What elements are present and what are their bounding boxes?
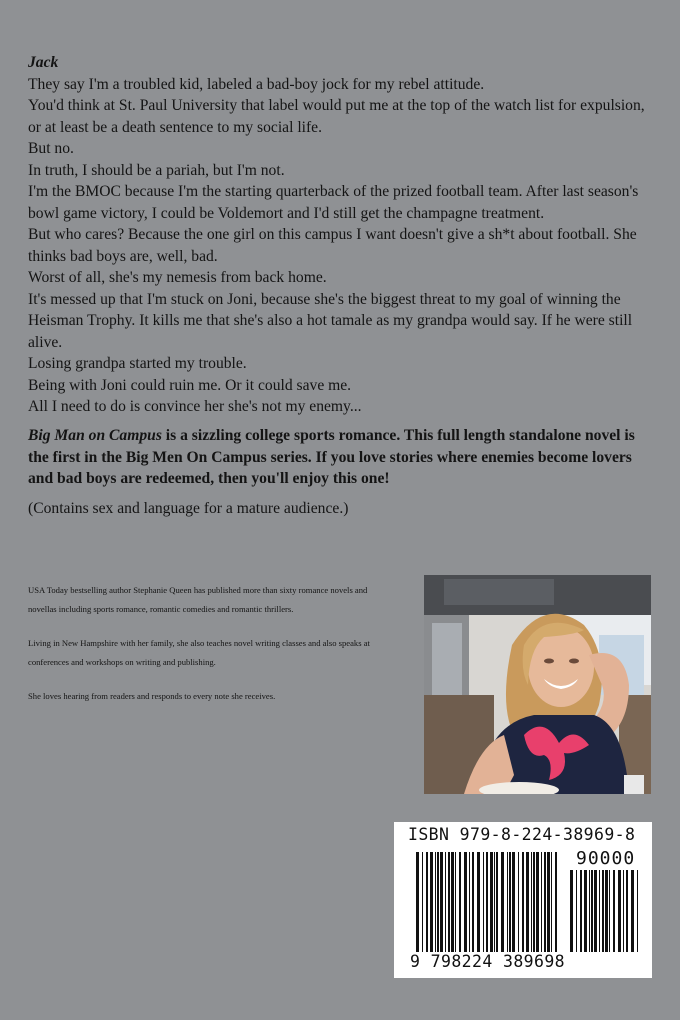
barcode-digits: 9 798224 389698 [410, 952, 566, 971]
pitch-text: is a sizzling college sports romance. This full length standalone novel is the first in the Big Men On Campus series. If you love stories where enemies become lovers and bad boys are redeemed, then you'll enjoy this one! [28, 427, 635, 487]
barcode-bar [477, 852, 480, 957]
barcode-bar [422, 852, 423, 957]
barcode-bar [555, 852, 557, 957]
blurb-paragraph: I'm the BMOC because I'm the starting quarterback of the prized football team. After last season's bowl game victory, I could be Voldemort and I'd still get the champagne treatment. [28, 183, 639, 222]
barcode-bar [580, 870, 582, 952]
bio-paragraph: She loves hearing from readers and responds to every note she receives. [28, 691, 276, 701]
bio-paragraph: USA Today bestselling author Stephanie Queen has published more than sixty romance novels and novellas including sports romance, romantic comedies and romantic thrillers. [28, 585, 368, 614]
barcode-bar [536, 852, 539, 957]
barcode-bar [591, 870, 593, 952]
barcode-bar [522, 852, 524, 957]
barcode-bar [509, 852, 511, 957]
blurb-paragraph: Being with Joni could ruin me. Or it could save me. [28, 376, 352, 394]
barcode-bar [526, 852, 529, 957]
barcode-bar [459, 852, 461, 957]
barcode-bar [576, 870, 577, 952]
barcode-bar [570, 870, 573, 952]
barcode-bar [490, 852, 493, 957]
blurb-paragraph: In truth, I should be a pariah, but I'm not. [28, 161, 285, 179]
barcode-bar [599, 870, 600, 952]
barcode-bar [494, 852, 495, 957]
barcode-bar [623, 870, 624, 952]
blurb-paragraph: They say I'm a troubled kid, labeled a bad-boy jock for my rebel attitude. [28, 75, 485, 93]
barcode-bar [435, 852, 436, 957]
barcode-bar [448, 852, 450, 957]
barcode-bar [445, 852, 446, 957]
barcode-bar [483, 852, 484, 957]
barcode-bar [637, 870, 638, 952]
barcode-bar [544, 852, 546, 957]
barcode-bar [618, 870, 621, 952]
barcode-bar [541, 852, 542, 957]
barcode-bar [486, 852, 488, 957]
barcode-bar [430, 852, 433, 957]
isbn-barcode [394, 822, 652, 978]
barcode-bar [416, 852, 419, 957]
barcode-bar [584, 870, 587, 952]
barcode-bar [437, 852, 439, 957]
barcode-bar [609, 870, 610, 952]
price-addon-code: 90000 [576, 848, 636, 869]
barcode-bar [626, 870, 628, 952]
back-cover-blurb [28, 52, 652, 418]
barcode-bar [531, 852, 532, 957]
narrator-name: Jack [28, 54, 59, 71]
barcode-bar [518, 852, 519, 957]
barcode-bar [605, 870, 608, 952]
barcode-bar [451, 852, 454, 957]
barcode-bar [469, 852, 470, 957]
blurb-paragraph: You'd think at St. Paul University that label would put me at the top of the watch list for expulsion, or at least be a death sentence to my social life. [28, 97, 645, 136]
barcode-bar [589, 870, 590, 952]
blurb-paragraph: All I need to do is convince her she's not my enemy... [28, 398, 362, 415]
barcode-bar [613, 870, 615, 952]
blurb-paragraph: It's messed up that I'm stuck on Joni, because she's the biggest threat to my goal of winning the Heisman Trophy. It kills me that she's also a hot tamale as my grandpa would say. If he were still alive. [28, 290, 633, 351]
barcode-bar [602, 870, 604, 952]
bio-paragraph: Living in New Hampshire with her family, she also teaches novel writing classes and also speaks at conferences and workshops on writing and publishing. [28, 638, 370, 667]
barcode-bar [426, 852, 428, 957]
author-photo [424, 575, 651, 794]
barcode-bar [547, 852, 550, 957]
content-warning: (Contains sex and language for a mature audience.) [28, 500, 349, 517]
author-bio [28, 581, 398, 721]
barcode-bar [594, 870, 597, 952]
blurb-paragraph: Losing grandpa started my trouble. [28, 355, 247, 372]
barcode-bar [512, 852, 515, 957]
barcode-bar [501, 852, 504, 957]
book-pitch [28, 425, 652, 490]
blurb-paragraph: But who cares? Because the one girl on this campus I want doesn't give a sh*t about football. She thinks bad boys are, well, bad. [28, 226, 637, 265]
barcode-bar [551, 852, 552, 957]
barcode-bar [631, 870, 634, 952]
barcode-bar [507, 852, 508, 957]
barcode-bar [533, 852, 535, 957]
barcode-bar [464, 852, 467, 957]
blurb-paragraph: Worst of all, she's my nemesis from back home. [28, 269, 327, 286]
barcode-bar [440, 852, 443, 957]
blurb-paragraph: But no. [28, 140, 74, 157]
isbn-label: ISBN 979-8-224-38969-8 [408, 825, 636, 844]
book-title: Big Man on Campus [28, 427, 162, 444]
barcode-bar [472, 852, 474, 957]
barcode-bar [455, 852, 456, 957]
barcode-bar [496, 852, 498, 957]
